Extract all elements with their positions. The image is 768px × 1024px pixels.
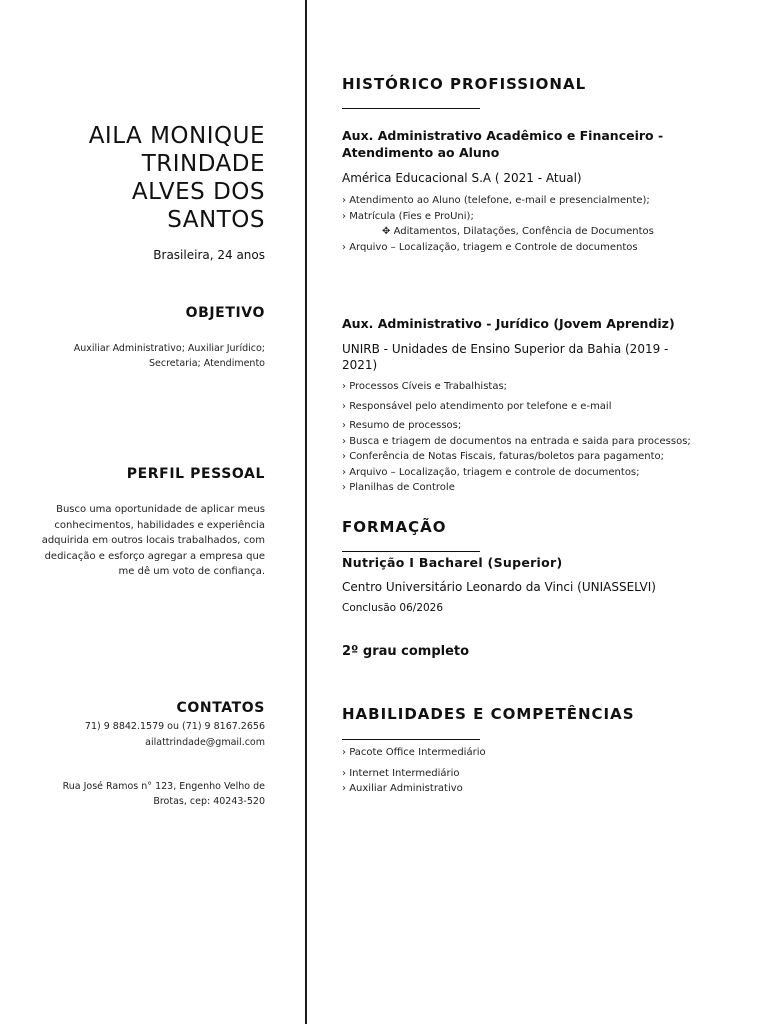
contacts-heading: CONTATOS <box>176 700 265 716</box>
education-heading: FORMAÇÃO <box>342 518 447 536</box>
contact-phone: 71) 9 8842.1579 ou (71) 9 8167.2656 <box>84 721 265 732</box>
list-item: › Pacote Office Intermediário <box>342 745 712 761</box>
job-company <box>342 341 712 373</box>
address-line: Rua José Ramos n° 123, Engenho Velho de <box>62 781 265 792</box>
list-item: › Matrícula (Fies e ProUni); <box>342 209 712 225</box>
history-heading: HISTÓRICO PROFISSIONAL <box>342 75 587 93</box>
list-item: › Busca e triagem de documentos na entrada e saida para processos; <box>342 434 712 450</box>
contact-address <box>25 779 265 809</box>
education-school: Centro Universitário Leonardo da Vinci (UNIASSELVI) <box>342 580 656 594</box>
name-line: TRINDADE <box>141 151 265 177</box>
list-item: › Internet Intermediário <box>342 766 712 782</box>
skills-heading: HABILIDADES E COMPETÊNCIAS <box>342 705 635 723</box>
education-secondary: 2º grau completo <box>342 644 470 659</box>
profile-line: conhecimentos, habilidades e experiência <box>54 519 265 531</box>
education-rule <box>342 551 480 552</box>
list-item: › Processos Cíveis e Trabalhistas; <box>342 379 712 395</box>
list-item: › Responsável pelo atendimento por telefone e e-mail <box>342 399 712 415</box>
list-item: › Arquivo – Localização, triagem e Controle de documentos <box>342 240 712 256</box>
name-line: ALVES DOS <box>131 179 265 205</box>
company-line: UNIRB - Unidades de Ensino Superior da Bahia (2019 - <box>342 342 669 356</box>
profile-line: me dê um voto de confiança. <box>118 566 265 577</box>
profile-line: adquirida em outros locais trabalhados, com <box>41 535 265 546</box>
job-company: América Educacional S.A ( 2021 - Atual) <box>342 171 582 185</box>
objective-heading: OBJETIVO <box>185 305 265 321</box>
list-item: › Arquivo – Localização, triagem e controle de documentos; <box>342 465 712 481</box>
nationality-age: Brasileira, 24 anos <box>153 248 265 262</box>
list-item: › Atendimento ao Aluno (telefone, e-mail e presencialmente); <box>342 193 712 209</box>
education-degree: Nutrição I Bacharel (Superior) <box>342 555 563 570</box>
list-item: › Conferência de Notas Fiscais, faturas/boletos para pagamento; <box>342 449 712 465</box>
profile-line: Busco uma oportunidade de aplicar meus <box>56 504 265 515</box>
history-rule <box>342 108 480 109</box>
address-line: Brotas, cep: 40243-520 <box>153 796 265 807</box>
name-line: AILA MONIQUE <box>88 123 265 149</box>
objective-line: Secretaria; Atendimento <box>148 358 265 369</box>
job-title: Aux. Administrativo - Jurídico (Jovem Aprendiz) <box>342 316 675 331</box>
company-line: 2021) <box>342 358 378 372</box>
contact-email[interactable]: ailattrindade@gmail.com <box>145 737 265 748</box>
job-duties-list <box>342 193 712 255</box>
profile-heading: PERFIL PESSOAL <box>126 466 265 482</box>
list-item: › Auxiliar Administrativo <box>342 781 712 797</box>
column-divider <box>305 0 307 1024</box>
job-title-line: Aux. Administrativo Acadêmico e Financeiro - <box>342 128 664 143</box>
skills-list <box>342 745 712 797</box>
objective-line: Auxiliar Administrativo; Auxiliar Jurídico; <box>73 343 265 354</box>
list-item: › Resumo de processos; <box>342 418 712 434</box>
list-item: › Planilhas de Controle <box>342 480 712 496</box>
objective-text <box>25 341 265 371</box>
profile-line: dedicação e esforço agregar a empresa que <box>44 550 265 562</box>
list-subitem: ✥ Aditamentos, Dilatações, Confência de Documentos <box>342 224 712 240</box>
job-duties-list <box>342 379 712 496</box>
profile-text <box>40 502 265 580</box>
skills-rule <box>342 739 480 740</box>
job-title-line: Atendimento ao Aluno <box>342 145 500 160</box>
name-line: SANTOS <box>167 207 265 233</box>
job-title <box>342 127 712 161</box>
person-name <box>25 122 265 234</box>
education-completion: Conclusão 06/2026 <box>342 602 444 614</box>
